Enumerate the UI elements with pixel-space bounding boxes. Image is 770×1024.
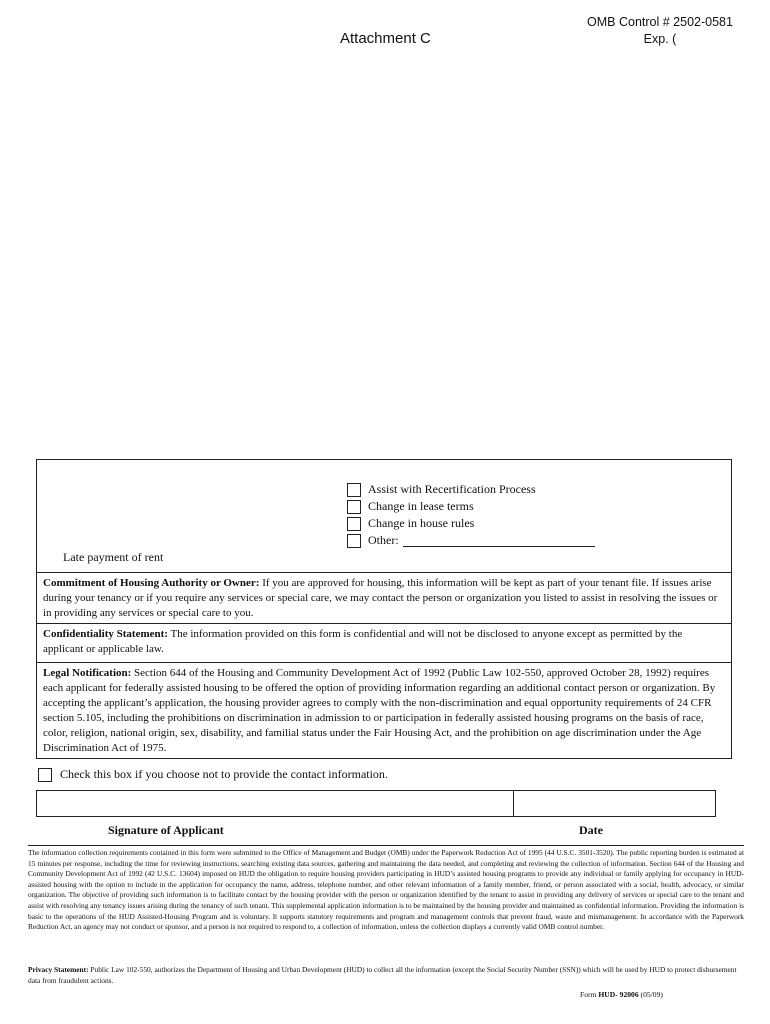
signature-field[interactable] — [37, 791, 514, 816]
omb-control-block — [560, 14, 760, 48]
legal-heading: Legal Notification: — [43, 667, 132, 679]
optout-row — [38, 767, 388, 782]
privacy-heading: Privacy Statement: — [28, 965, 89, 974]
lease-terms-checkbox[interactable] — [347, 500, 361, 514]
page-title: Attachment C — [340, 30, 431, 47]
option-label: Change in lease terms — [368, 499, 474, 513]
contact-options-box — [36, 459, 732, 759]
other-checkbox[interactable] — [347, 534, 361, 548]
signature-label: Signature of Applicant — [108, 823, 224, 837]
option-label: Assist with Recertification Process — [368, 482, 536, 496]
confidentiality-section — [37, 623, 731, 662]
omb-expiration: Exp. ( — [643, 32, 677, 46]
form-prefix: Form — [580, 990, 599, 999]
option-label: Change in house rules — [368, 516, 475, 530]
option-label: Other: — [368, 533, 399, 547]
option-row-house-rules — [347, 516, 474, 531]
option-row-lease-terms — [347, 499, 474, 514]
privacy-statement — [28, 965, 744, 986]
commitment-heading: Commitment of Housing Authority or Owner: — [43, 577, 260, 589]
confidentiality-text: The information provided on this form is confidential and will not be disclosed to anyone except as permitted by the applicant or applicable law. — [43, 628, 683, 655]
footer-divider — [28, 845, 744, 846]
legal-notification-section — [37, 662, 731, 758]
form-date: (05/09) — [638, 990, 663, 999]
late-payment-label: Late payment of rent — [63, 550, 164, 564]
date-label: Date — [579, 823, 603, 837]
confidentiality-heading: Confidentiality Statement: — [43, 628, 168, 640]
form-number — [580, 990, 663, 999]
privacy-text: Public Law 102-550, authorizes the Department of Housing and Urban Development (HUD) to collect all the information (except the Social Security Number (SSN)) which will be used by HUD to protect disbursement data from fraudulent actions. — [28, 965, 737, 985]
signature-box — [36, 790, 716, 817]
option-row-recertification — [347, 482, 536, 497]
date-field[interactable] — [514, 791, 715, 816]
other-text-field[interactable] — [403, 535, 595, 547]
optout-label: Check this box if you choose not to provide the contact information. — [60, 767, 388, 781]
option-row-other — [347, 533, 595, 548]
house-rules-checkbox[interactable] — [347, 517, 361, 531]
legal-text: Section 644 of the Housing and Community Development Act of 1992 (Public Law 102-550, approved October 28, 1992) requires each applicant for federally assisted housing to be offered the option of providing information regarding an additional contact person or organization. By accepting the applicant’s application, the housing provider agrees to comply with the non-discrimination and equal opportunity requirements of 24 CFR section 5.105, including the prohibitions on discrimination in admission to or participation in federally assisted housing programs on the basis of race, color, religion, national origin, sex, disability, and familial status under the Fair Housing Act, and the prohibition on age discrimination under the Age Discrimination Act of 1975. — [43, 667, 716, 754]
omb-control-number: OMB Control # 2502-0581 — [587, 15, 733, 29]
commitment-text: If you are approved for housing, this information will be kept as part of your tenant file. If issues arise during your tenancy or if you require any services or special care, we may contact the person or organization you listed to assist in resolving the issues or in providing any services or special care to you. — [43, 577, 718, 619]
optout-checkbox[interactable] — [38, 768, 52, 782]
recertification-checkbox[interactable] — [347, 483, 361, 497]
commitment-section — [37, 572, 731, 623]
burden-statement: The information collection requirements contained in this form were submitted to the Office of Management and Budget (OMB) under the Paperwork Reduction Act of 1995 (44 U.S.C. 3501-3520). The public reporting burden is estimated at 15 minutes per response, including the time for reviewing instructions, searching existing data sources, gathering and maintaining the data needed, and completing and reviewing the collection of information. Section 644 of the Housing and Community Development Act of 1992 (42 U.S.C. 13604) imposed on HUD the obligation to require housing providers participating in HUD’s assisted housing programs to provide any individual or family applying for occupancy in HUD-assisted housing with the option to include in the application for occupancy the name, address, telephone number, and other relevant information of a family member, friend, or person associated with a social, health, advocacy, or similar organization. The objective of providing such information is to facilitate contact by the housing provider with the person or organization identified by the tenant to assist in providing any delivery of services or special care to the tenant and assist with resolving any tenancy issues arising during the tenancy of such tenant. This supplemental application information is to be maintained by the housing provider and maintained as confidential information. Providing the information is basic to the operations of the HUD Assisted-Housing Program and is voluntary. It supports statutory requirements and program and management controls that prevent fraud, waste and mismanagement. In accordance with the Paperwork Reduction Act, an agency may not conduct or sponsor, and a person is not required to respond to, a collection of information, unless the collection displays a currently valid OMB control number. — [28, 848, 744, 932]
form-id: HUD- 92006 — [598, 990, 639, 999]
